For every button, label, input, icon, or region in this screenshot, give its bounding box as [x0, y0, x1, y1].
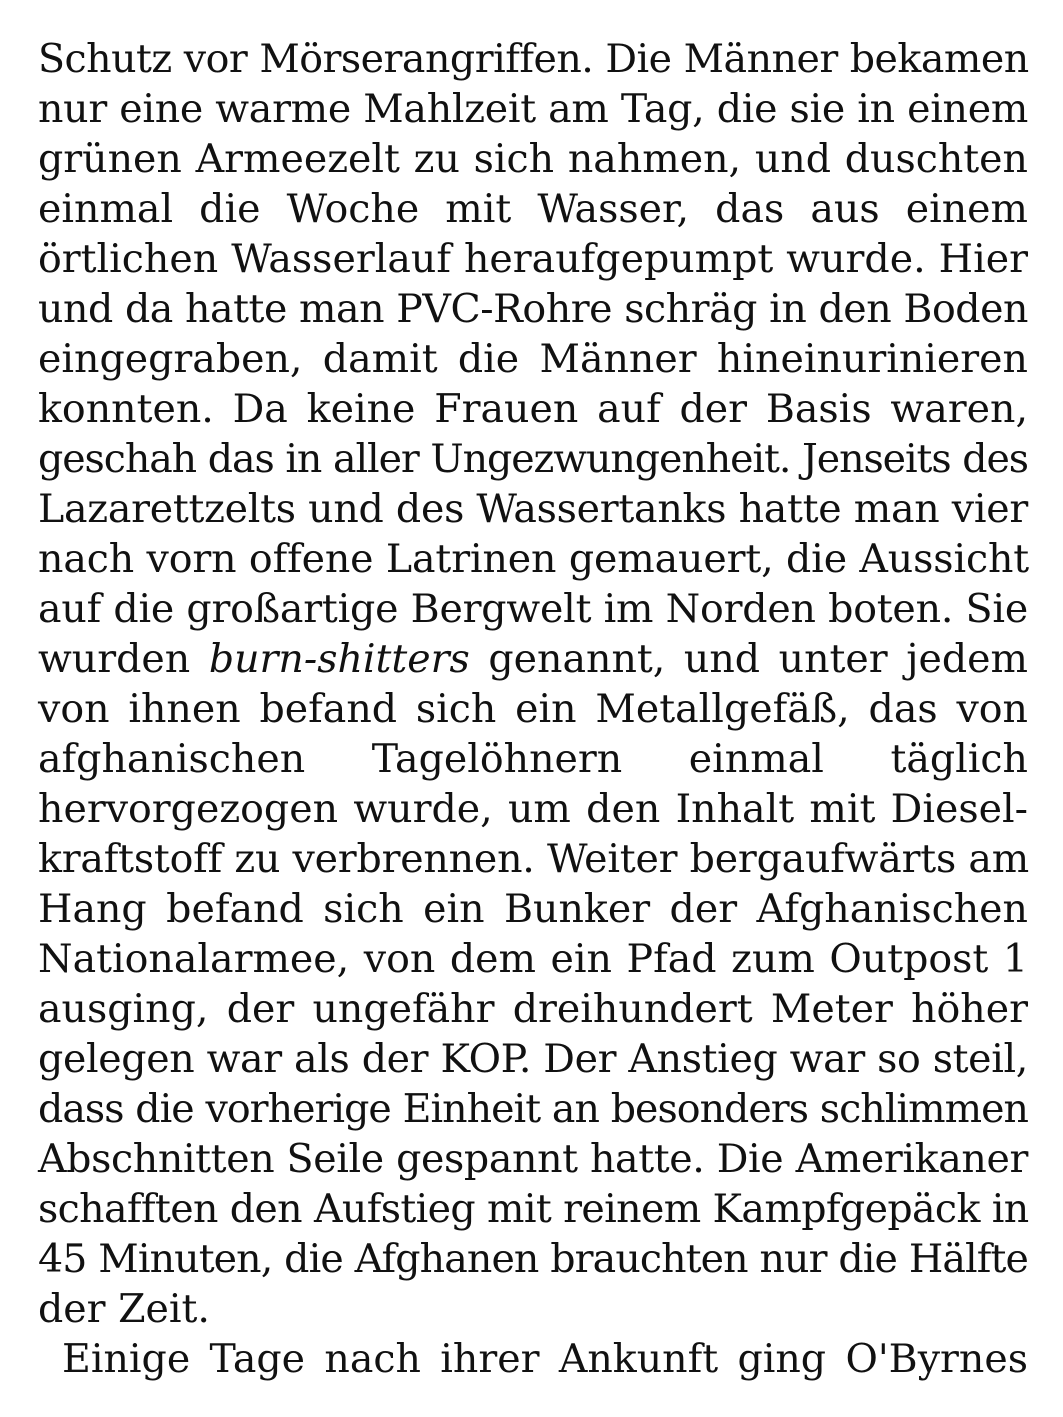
text-line: gelegen war als der KOP. Der Anstieg war so steil, [38, 1036, 1028, 1082]
text-segment: wurden [38, 636, 209, 682]
text-line: geschah das in aller Ungezwungenheit. Jenseits des [38, 436, 1028, 482]
text-line: 45 Minuten, die Afghanen brauchten nur die Hälfte [38, 1236, 1028, 1282]
text-line: von ihnen befand sich ein Metallgefäß, das von [38, 686, 1028, 732]
text-line: Schutz vor Mörserangriffen. Die Männer bekamen [38, 36, 1029, 82]
document-page [38, 34, 1028, 1384]
body-paragraph-2 [38, 1334, 1028, 1384]
text-line: örtlichen Wasserlauf heraufgepumpt wurde. Hier [38, 236, 1028, 282]
text-line: Nationalarmee, von dem ein Pfad zum Outpost 1 [38, 936, 1028, 982]
text-line: einmal die Woche mit Wasser, das aus einem [38, 186, 1028, 232]
text-line: dass die vorherige Einheit an besonders schlimmen [38, 1086, 1028, 1132]
text-line: Hang befand sich ein Bunker der Afghanischen [38, 886, 1028, 932]
text-line: schafften den Aufstieg mit reinem Kampfgepäck in [38, 1186, 1029, 1232]
text-line: hervorgezogen wurde, um den Inhalt mit Diesel- [38, 786, 1028, 832]
text-line: Abschnitten Seile gespannt hatte. Die Amerikaner [38, 1136, 1028, 1182]
italic-term: burn-shitters [208, 636, 470, 682]
text-line: eingegraben, damit die Männer hineinurinieren [38, 336, 1028, 382]
text-line: und da hatte man PVC-Rohre schräg in den Boden [38, 286, 1028, 332]
text-line: nach vorn offene Latrinen gemauert, die Aussicht [38, 536, 1030, 582]
text-line: konnten. Da keine Frauen auf der Basis waren, [38, 386, 1028, 432]
text-line: Einige Tage nach ihrer Ankunft ging O'Byrnes [62, 1336, 1028, 1382]
text-line: nur eine warme Mahlzeit am Tag, die sie in einem [38, 86, 1028, 132]
text-segment: genannt, und unter jedem [469, 636, 1028, 682]
text-line: der Zeit. [38, 1286, 210, 1332]
text-line: grünen Armeezelt zu sich nahmen, und duschten [38, 136, 1028, 182]
text-line-with-italic [38, 634, 1028, 684]
text-line: afghanischen Tagelöhnern einmal täglich [38, 736, 1028, 782]
body-paragraph-1 [38, 34, 1028, 1334]
text-line: Lazarettzelts und des Wassertanks hatte man vier [38, 486, 1028, 532]
text-line: ausging, der ungefähr dreihundert Meter höher [38, 986, 1028, 1032]
text-line: kraftstoff zu verbrennen. Weiter bergaufwärts am [38, 836, 1029, 882]
text-line: auf die großartige Bergwelt im Norden boten. Sie [38, 586, 1028, 632]
